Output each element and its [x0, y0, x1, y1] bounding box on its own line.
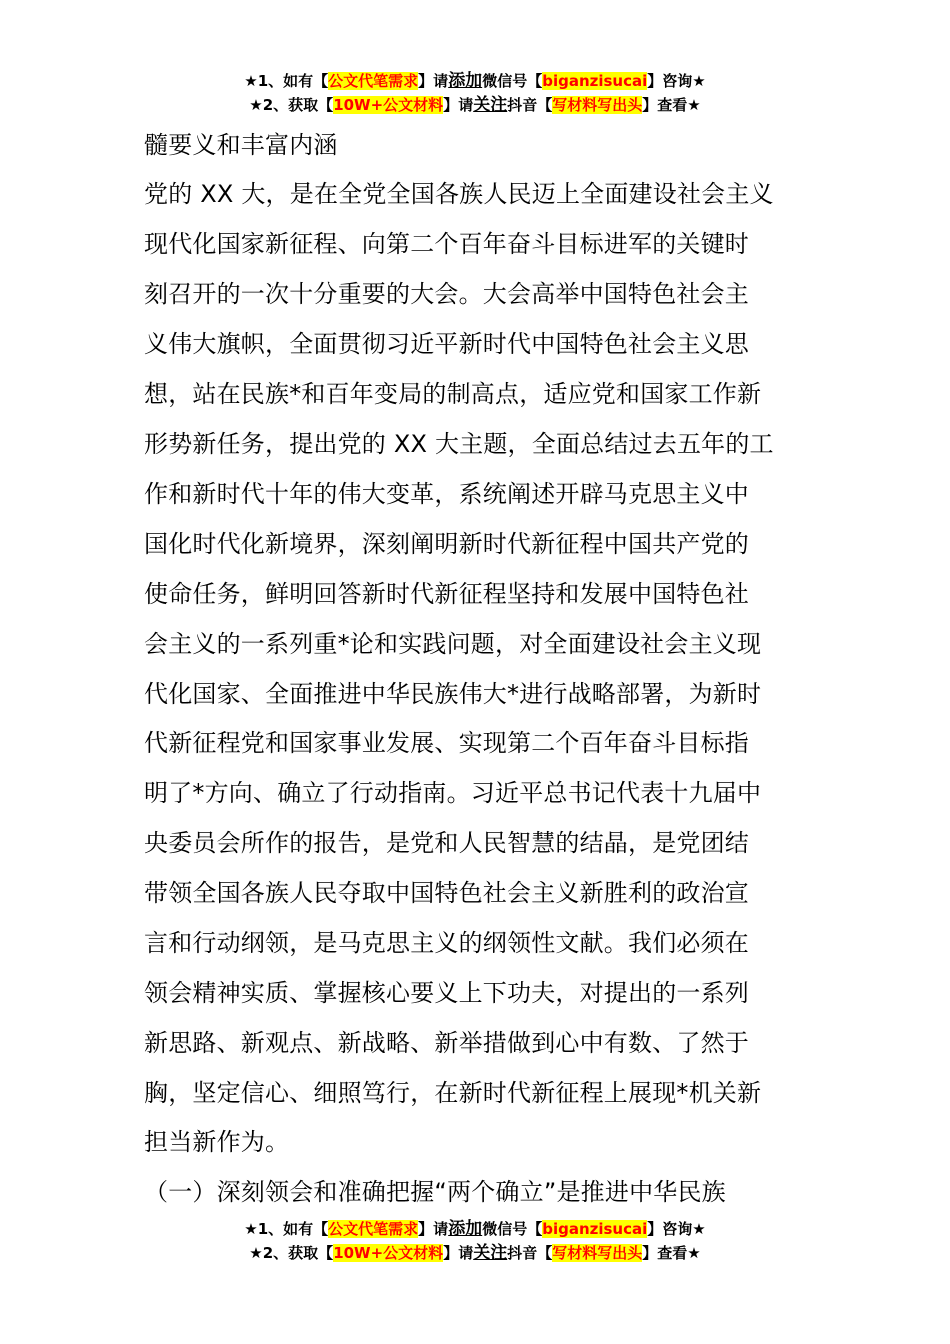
body-line: 刻召开的一次十分重要的大会。大会高举中国特色社会主 [144, 280, 749, 308]
banner-text: 2、获取【 [262, 96, 334, 114]
banner-text: 1、如有【 [257, 72, 329, 90]
body-line: 髓要义和丰富内涵 [144, 131, 338, 159]
banner-text: 】请 [443, 1244, 474, 1262]
header-banner [0, 69, 950, 117]
body-line: 形势新任务，提出党的 XX 大主题，全面总结过去五年的工 [144, 430, 774, 458]
star-icon: ★ [249, 1244, 263, 1262]
banner-text: 】咨询 [647, 72, 693, 90]
body-line: 担当新作为。 [144, 1128, 290, 1156]
highlight-materials: 10W+公文材料 [333, 1244, 444, 1262]
banner-line-1 [0, 1217, 950, 1241]
body-line: 义伟大旗帜，全面贯彻习近平新时代中国特色社会主义思 [144, 330, 749, 358]
banner-emphasis: 关注 [473, 95, 508, 115]
highlight-service: 公文代笔需求 [328, 1220, 419, 1238]
star-icon: ★ [244, 72, 258, 90]
banner-text: 2、获取【 [262, 1244, 334, 1262]
banner-text: 】查看 [642, 1244, 688, 1262]
body-line: 国化时代化新境界，深刻阐明新时代新征程中国共产党的 [144, 530, 749, 558]
star-icon: ★ [687, 96, 701, 114]
banner-text: 抖音【 [507, 96, 553, 114]
banner-text: 1、如有【 [257, 1220, 329, 1238]
banner-text: 微信号【 [482, 1220, 543, 1238]
banner-line-2 [0, 1241, 950, 1265]
highlight-service: 公文代笔需求 [328, 72, 419, 90]
banner-text: 】请 [443, 96, 474, 114]
banner-line-1 [0, 69, 950, 93]
banner-text: 】请 [418, 72, 449, 90]
body-line: 新思路、新观点、新战略、新举措做到心中有数、了然于 [144, 1029, 749, 1057]
star-icon: ★ [249, 96, 263, 114]
banner-text: 】查看 [642, 96, 688, 114]
body-line: 会主义的一系列重*论和实践问题，对全面建设社会主义现 [144, 630, 762, 658]
banner-text: 微信号【 [482, 72, 543, 90]
body-line: 明了*方向、确立了行动指南。习近平总书记代表十九届中 [144, 779, 762, 807]
body-line: 党的 XX 大，是在全党全国各族人民迈上全面建设社会主义 [144, 180, 774, 208]
banner-line-2 [0, 93, 950, 117]
banner-emphasis: 添加 [448, 1219, 483, 1239]
banner-text: 】咨询 [647, 1220, 693, 1238]
body-line: 言和行动纲领，是马克思主义的纲领性文献。我们必须在 [144, 929, 749, 957]
body-line: 胸，坚定信心、细照笃行，在新时代新征程上展现*机关新 [144, 1079, 762, 1107]
banner-emphasis: 添加 [448, 71, 483, 91]
banner-emphasis: 关注 [473, 1243, 508, 1263]
body-line: 带领全国各族人民夺取中国特色社会主义新胜利的政治宣 [144, 879, 749, 907]
banner-text: 抖音【 [507, 1244, 553, 1262]
star-icon: ★ [692, 1220, 706, 1238]
body-line: 作和新时代十年的伟大变革，系统阐述开辟马克思主义中 [144, 480, 749, 508]
star-icon: ★ [687, 1244, 701, 1262]
body-line: 使命任务，鲜明回答新时代新征程坚持和发展中国特色社 [144, 580, 749, 608]
body-line: 代化国家、全面推进中华民族伟大*进行战略部署，为新时 [144, 680, 762, 708]
body-line: 现代化国家新征程、向第二个百年奋斗目标进军的关键时 [144, 230, 749, 258]
highlight-wechat-id: biganzisucai [542, 72, 648, 90]
highlight-materials: 10W+公文材料 [333, 96, 444, 114]
body-line: 领会精神实质、掌握核心要义上下功夫，对提出的一系列 [144, 979, 749, 1007]
star-icon: ★ [692, 72, 706, 90]
highlight-douyin: 写材料写出头 [552, 96, 643, 114]
body-line: 央委员会所作的报告，是党和人民智慧的结晶，是党团结 [144, 829, 749, 857]
highlight-wechat-id: biganzisucai [542, 1220, 648, 1238]
highlight-douyin: 写材料写出头 [552, 1244, 643, 1262]
section-heading: （一）深刻领会和准确把握“两个确立”是推进中华民族 [144, 1178, 726, 1206]
banner-text: 】请 [418, 1220, 449, 1238]
footer-banner [0, 1217, 950, 1265]
body-line: 代新征程党和国家事业发展、实现第二个百年奋斗目标指 [144, 729, 749, 757]
star-icon: ★ [244, 1220, 258, 1238]
body-line: 想，站在民族*和百年变局的制高点，适应党和国家工作新 [144, 380, 762, 408]
